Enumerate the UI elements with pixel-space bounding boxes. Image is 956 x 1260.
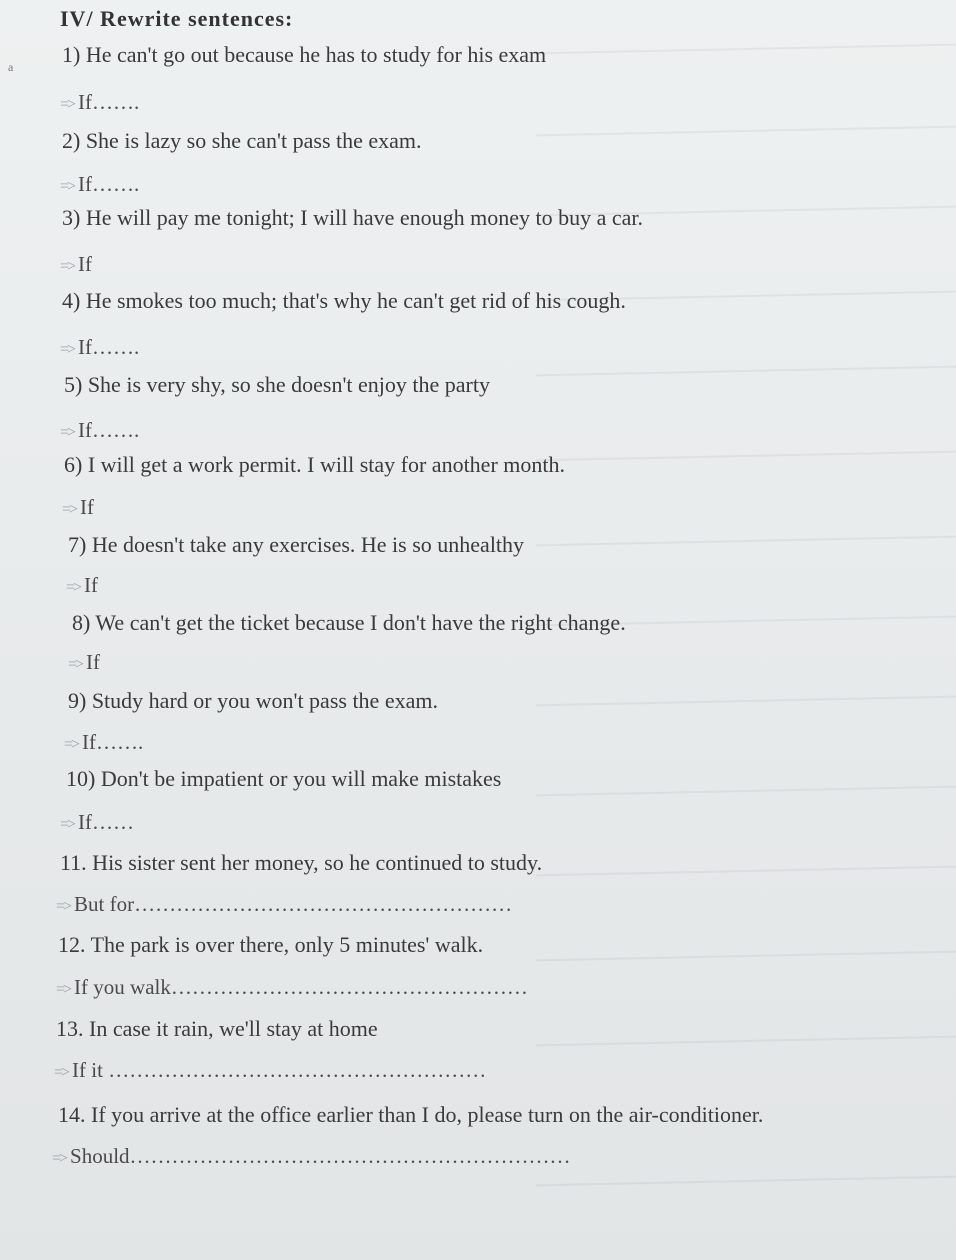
arrow-icon: => [60, 96, 75, 113]
answer-prompt: If [84, 573, 99, 597]
answer-line-14 [52, 1144, 571, 1169]
bleed-through-line [536, 536, 956, 547]
answer-line-1 [60, 90, 139, 115]
question-13: 13. In case it rain, we'll stay at home [56, 1016, 378, 1041]
bleed-through-line [536, 1176, 956, 1187]
bleed-through-line [536, 451, 956, 462]
bleed-through-line [536, 366, 956, 377]
arrow-icon: => [62, 501, 77, 518]
answer-prompt: But for……………………………………………… [74, 892, 513, 916]
question-3: 3) He will pay me tonight; I will have enough money to buy a car. [62, 205, 644, 230]
arrow-icon: => [60, 341, 75, 358]
answer-prompt: If……. [78, 90, 140, 114]
arrow-icon: => [60, 816, 75, 833]
question-14: 14. If you arrive at the office earlier than I do, please turn on the air-conditioner. [58, 1102, 764, 1127]
answer-prompt: If [78, 252, 93, 276]
answer-line-9 [64, 730, 143, 755]
answer-line-10 [60, 810, 134, 835]
answer-line-5 [60, 418, 139, 443]
answer-line-6 [62, 495, 94, 520]
answer-prompt: If……. [82, 730, 144, 754]
answer-line-11 [56, 892, 512, 917]
answer-prompt: If [86, 650, 101, 674]
bleed-through-line [536, 1036, 956, 1047]
arrow-icon: => [60, 258, 75, 275]
bleed-through-line [536, 786, 956, 797]
answer-prompt: If……. [78, 172, 140, 196]
answer-prompt: If…… [78, 810, 135, 834]
question-6: 6) I will get a work permit. I will stay for another month. [64, 452, 565, 477]
answer-prompt: If……. [78, 418, 140, 442]
question-11: 11. His sister sent her money, so he continued to study. [60, 850, 543, 875]
arrow-icon: => [66, 579, 81, 596]
question-5: 5) She is very shy, so she doesn't enjoy the party [64, 372, 490, 397]
answer-line-2 [60, 172, 139, 197]
answer-line-13 [54, 1058, 486, 1083]
answer-prompt: If [80, 495, 95, 519]
answer-line-4 [60, 335, 139, 360]
arrow-icon: => [56, 981, 71, 998]
arrow-icon: => [52, 1150, 67, 1167]
arrow-icon: => [56, 898, 71, 915]
margin-mark: a [8, 60, 14, 74]
question-8: 8) We can't get the ticket because I don't have the right change. [72, 610, 626, 635]
bleed-through-line [536, 696, 956, 707]
question-4: 4) He smokes too much; that's why he can't get rid of his cough. [62, 288, 626, 313]
answer-line-7 [66, 573, 98, 598]
question-12: 12. The park is over there, only 5 minutes' walk. [58, 932, 484, 957]
question-2: 2) She is lazy so she can't pass the exam. [62, 128, 422, 153]
answer-line-3 [60, 252, 92, 277]
question-7: 7) He doesn't take any exercises. He is so unhealthy [68, 532, 525, 557]
arrow-icon: => [54, 1064, 69, 1081]
answer-prompt: If it ……………………………………………… [72, 1058, 487, 1082]
bleed-through-line [536, 951, 956, 962]
arrow-icon: => [60, 178, 75, 195]
bleed-through-line [536, 866, 956, 877]
arrow-icon: => [60, 424, 75, 441]
answer-line-8 [68, 650, 100, 675]
section-heading: IV/ Rewrite sentences: [60, 6, 294, 31]
bleed-through-line [536, 44, 956, 55]
arrow-icon: => [64, 736, 79, 753]
answer-prompt: If……. [78, 335, 140, 359]
answer-prompt: If you walk…………………………………………… [74, 975, 528, 999]
question-10: 10) Don't be impatient or you will make mistakes [66, 766, 502, 791]
answer-prompt: Should……………………………………………………… [70, 1144, 571, 1168]
bleed-through-line [536, 126, 956, 137]
question-9: 9) Study hard or you won't pass the exam. [68, 688, 438, 713]
answer-line-12 [56, 975, 528, 1000]
arrow-icon: => [68, 656, 83, 673]
question-1: 1) He can't go out because he has to study for his exam [62, 42, 547, 67]
